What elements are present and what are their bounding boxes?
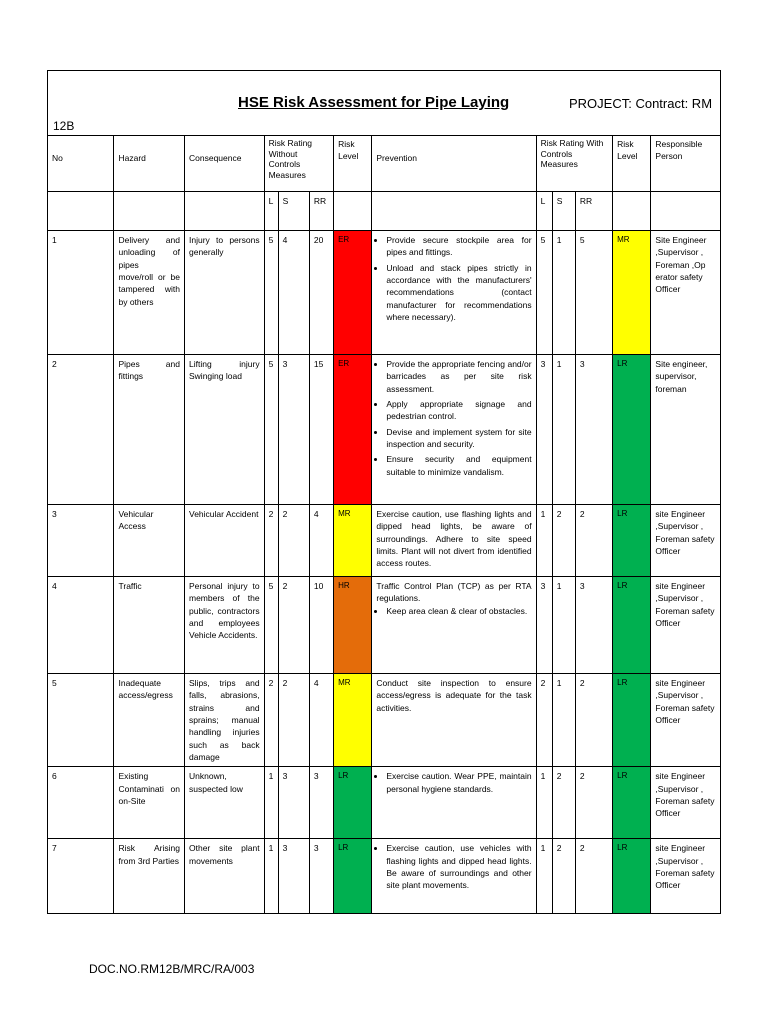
residual-risk-level-badge: LR — [613, 767, 651, 839]
severity-with-controls-cell: 1 — [552, 355, 575, 505]
likelihood-cell: 2 — [264, 505, 278, 577]
table-row — [48, 231, 721, 355]
prevention-list — [376, 842, 531, 891]
likelihood-cell: 5 — [264, 577, 278, 674]
row-number: 2 — [48, 355, 114, 505]
table-row — [48, 505, 721, 577]
prevention-cell — [372, 355, 536, 505]
blank-cell — [651, 192, 721, 231]
blank-cell — [334, 192, 372, 231]
prevention-list — [376, 234, 531, 323]
row-number: 4 — [48, 577, 114, 674]
risk-level-badge: HR — [334, 577, 372, 674]
prevention-item: • Exercise caution, use vehicles with flashing lights and dipped head lights. Be aware of surroundings and other site plant movements. — [386, 842, 531, 891]
risk-level-badge: LR — [334, 839, 372, 914]
row-number: 7 — [48, 839, 114, 914]
prevention-item: • Keep area clean & clear of obstacles. — [386, 605, 531, 617]
severity-cell: 2 — [278, 577, 309, 674]
subheader-l-2: L — [536, 192, 552, 231]
table-row — [48, 355, 721, 505]
severity-cell: 2 — [278, 505, 309, 577]
likelihood-with-controls-cell: 5 — [536, 231, 552, 355]
blank-cell — [372, 192, 536, 231]
responsible-person-cell: Site Engineer ,Supervisor , Foreman ,Op erator safety Officer — [651, 231, 721, 355]
hazard-cell: Risk Arising from 3rd Parties — [114, 839, 185, 914]
risk-rating-with-controls-cell: 2 — [575, 839, 612, 914]
risk-rating-cell: 20 — [309, 231, 333, 355]
document-title: HSE Risk Assessment for Pipe Laying — [238, 94, 510, 111]
hazard-cell: Vehicular Access — [114, 505, 185, 577]
risk-rating-cell: 15 — [309, 355, 333, 505]
responsible-person-cell: site Engineer ,Supervisor , Foreman safety Officer — [651, 505, 721, 577]
row-number: 1 — [48, 231, 114, 355]
blank-cell — [613, 192, 651, 231]
risk-rating-cell: 3 — [309, 839, 333, 914]
hazard-cell: Existing Contaminati on on-Site — [114, 767, 185, 839]
col-header-no: No — [48, 136, 114, 192]
responsible-person-cell: site Engineer ,Supervisor , Foreman safety Officer — [651, 577, 721, 674]
subheader-row — [48, 192, 721, 231]
responsible-person-cell: site Engineer ,Supervisor , Foreman safety Officer — [651, 674, 721, 767]
risk-level-badge: ER — [334, 231, 372, 355]
prevention-cell — [372, 674, 536, 767]
severity-with-controls-cell: 2 — [552, 767, 575, 839]
risk-rating-with-controls-cell: 3 — [575, 355, 612, 505]
risk-level-badge: ER — [334, 355, 372, 505]
likelihood-with-controls-cell: 1 — [536, 505, 552, 577]
prevention-list — [376, 605, 531, 617]
consequence-cell: Personal injury to members of the public, contractors and employees Vehicle Accidents. — [185, 577, 265, 674]
risk-rating-with-controls-cell: 2 — [575, 767, 612, 839]
severity-cell: 4 — [278, 231, 309, 355]
risk-level-badge: MR — [334, 674, 372, 767]
consequence-cell: Slips, trips and falls, abrasions, strains and sprains; manual handling injuries such as back damage — [185, 674, 265, 767]
likelihood-with-controls-cell: 1 — [536, 767, 552, 839]
likelihood-with-controls-cell: 3 — [536, 355, 552, 505]
risk-rating-with-controls-cell: 3 — [575, 577, 612, 674]
residual-risk-level-badge: LR — [613, 674, 651, 767]
risk-level-badge: LR — [334, 767, 372, 839]
subheader-l: L — [264, 192, 278, 231]
responsible-person-cell: site Engineer ,Supervisor , Foreman safety Officer — [651, 767, 721, 839]
subheader-s: S — [278, 192, 309, 231]
col-header-responsible: Responsible Person — [651, 136, 721, 192]
likelihood-cell: 5 — [264, 231, 278, 355]
prevention-text: Traffic Control Plan (TCP) as per RTA regulations. — [376, 581, 532, 604]
hazard-cell: Pipes and fittings — [114, 355, 185, 505]
prevention-text: Conduct site inspection to ensure access/egress is adequate for the task activities. — [376, 678, 532, 713]
prevention-cell — [372, 505, 536, 577]
prevention-cell — [372, 767, 536, 839]
likelihood-cell: 5 — [264, 355, 278, 505]
subheader-s-2: S — [552, 192, 575, 231]
blank-cell — [185, 192, 265, 231]
prevention-list — [376, 770, 531, 795]
severity-with-controls-cell: 1 — [552, 577, 575, 674]
risk-rating-with-controls-cell: 5 — [575, 231, 612, 355]
risk-assessment-table — [47, 135, 721, 914]
table-row — [48, 577, 721, 674]
severity-cell: 3 — [278, 767, 309, 839]
row-number: 3 — [48, 505, 114, 577]
risk-level-badge: MR — [334, 505, 372, 577]
hazard-cell: Inadequate access/egress — [114, 674, 185, 767]
risk-rating-cell: 10 — [309, 577, 333, 674]
hazard-cell: Delivery and unloading of pipes move/roll or be tampered with by others — [114, 231, 185, 355]
severity-cell: 3 — [278, 355, 309, 505]
table-row — [48, 839, 721, 914]
residual-risk-level-badge: LR — [613, 839, 651, 914]
blank-cell — [114, 192, 185, 231]
document-number: DOC.NO.RM12B/MRC/RA/003 — [89, 962, 255, 976]
severity-with-controls-cell: 1 — [552, 674, 575, 767]
consequence-cell: Vehicular Accident — [185, 505, 265, 577]
prevention-list — [376, 358, 531, 478]
col-header-hazard: Hazard — [114, 136, 185, 192]
prevention-item: • Provide secure stockpile area for pipes and fittings. — [386, 234, 531, 259]
project-code: 12B — [53, 119, 75, 133]
col-header-risk-level: Risk Level — [334, 136, 372, 192]
severity-cell: 3 — [278, 839, 309, 914]
prevention-item: • Unload and stack pipes strictly in accordance with the manufacturers' recommendations (contact manufacturer for recommendations where necessary). — [386, 262, 531, 324]
likelihood-cell: 1 — [264, 767, 278, 839]
col-header-risk-level-2: Risk Level — [613, 136, 651, 192]
prevention-item: • Apply appropriate signage and pedestrian control. — [386, 398, 531, 423]
likelihood-with-controls-cell: 2 — [536, 674, 552, 767]
risk-rating-with-controls-cell: 2 — [575, 674, 612, 767]
prevention-cell — [372, 577, 536, 674]
table-row — [48, 767, 721, 839]
blank-cell — [48, 192, 114, 231]
project-label: PROJECT: Contract: RM — [569, 96, 713, 111]
col-header-prevention: Prevention — [372, 136, 536, 192]
residual-risk-level-badge: LR — [613, 577, 651, 674]
residual-risk-level-badge: LR — [613, 355, 651, 505]
consequence-cell: Unknown, suspected low — [185, 767, 265, 839]
likelihood-cell: 1 — [264, 839, 278, 914]
severity-with-controls-cell: 2 — [552, 505, 575, 577]
header-row — [48, 136, 721, 192]
col-header-rating-with: Risk Rating With Controls Measures — [536, 136, 613, 192]
prevention-cell — [372, 231, 536, 355]
prevention-item: • Devise and implement system for site inspection and security. — [386, 426, 531, 451]
likelihood-cell: 2 — [264, 674, 278, 767]
likelihood-with-controls-cell: 3 — [536, 577, 552, 674]
table-row — [48, 674, 721, 767]
prevention-item: • Provide the appropriate fencing and/or barricades as per site risk assessment. — [386, 358, 531, 395]
residual-risk-level-badge: MR — [613, 231, 651, 355]
consequence-cell: Lifting injury Swinging load — [185, 355, 265, 505]
row-number: 5 — [48, 674, 114, 767]
col-header-consequence: Consequence — [185, 136, 265, 192]
residual-risk-level-badge: LR — [613, 505, 651, 577]
col-header-rating-without: Risk Rating Without Controls Measures — [264, 136, 334, 192]
severity-cell: 2 — [278, 674, 309, 767]
subheader-rr: RR — [309, 192, 333, 231]
prevention-item: • Exercise caution. Wear PPE, maintain personal hygiene standards. — [386, 770, 531, 795]
consequence-cell: Injury to persons generally — [185, 231, 265, 355]
responsible-person-cell: site Engineer ,Supervisor , Foreman safety Officer — [651, 839, 721, 914]
hazard-cell: Traffic — [114, 577, 185, 674]
risk-rating-cell: 4 — [309, 674, 333, 767]
severity-with-controls-cell: 1 — [552, 231, 575, 355]
risk-rating-cell: 3 — [309, 767, 333, 839]
prevention-item: • Ensure security and equipment suitable to minimize vandalism. — [386, 453, 531, 478]
risk-rating-cell: 4 — [309, 505, 333, 577]
responsible-person-cell: Site engineer, supervisor, foreman — [651, 355, 721, 505]
prevention-text: Exercise caution, use flashing lights and dipped head lights, be aware of surroundings. Adhere to site speed limits. Plant will not divert from identified access routes. — [376, 509, 532, 569]
subheader-rr-2: RR — [575, 192, 612, 231]
row-number: 6 — [48, 767, 114, 839]
consequence-cell: Other site plant movements — [185, 839, 265, 914]
severity-with-controls-cell: 2 — [552, 839, 575, 914]
risk-rating-with-controls-cell: 2 — [575, 505, 612, 577]
likelihood-with-controls-cell: 1 — [536, 839, 552, 914]
prevention-cell — [372, 839, 536, 914]
